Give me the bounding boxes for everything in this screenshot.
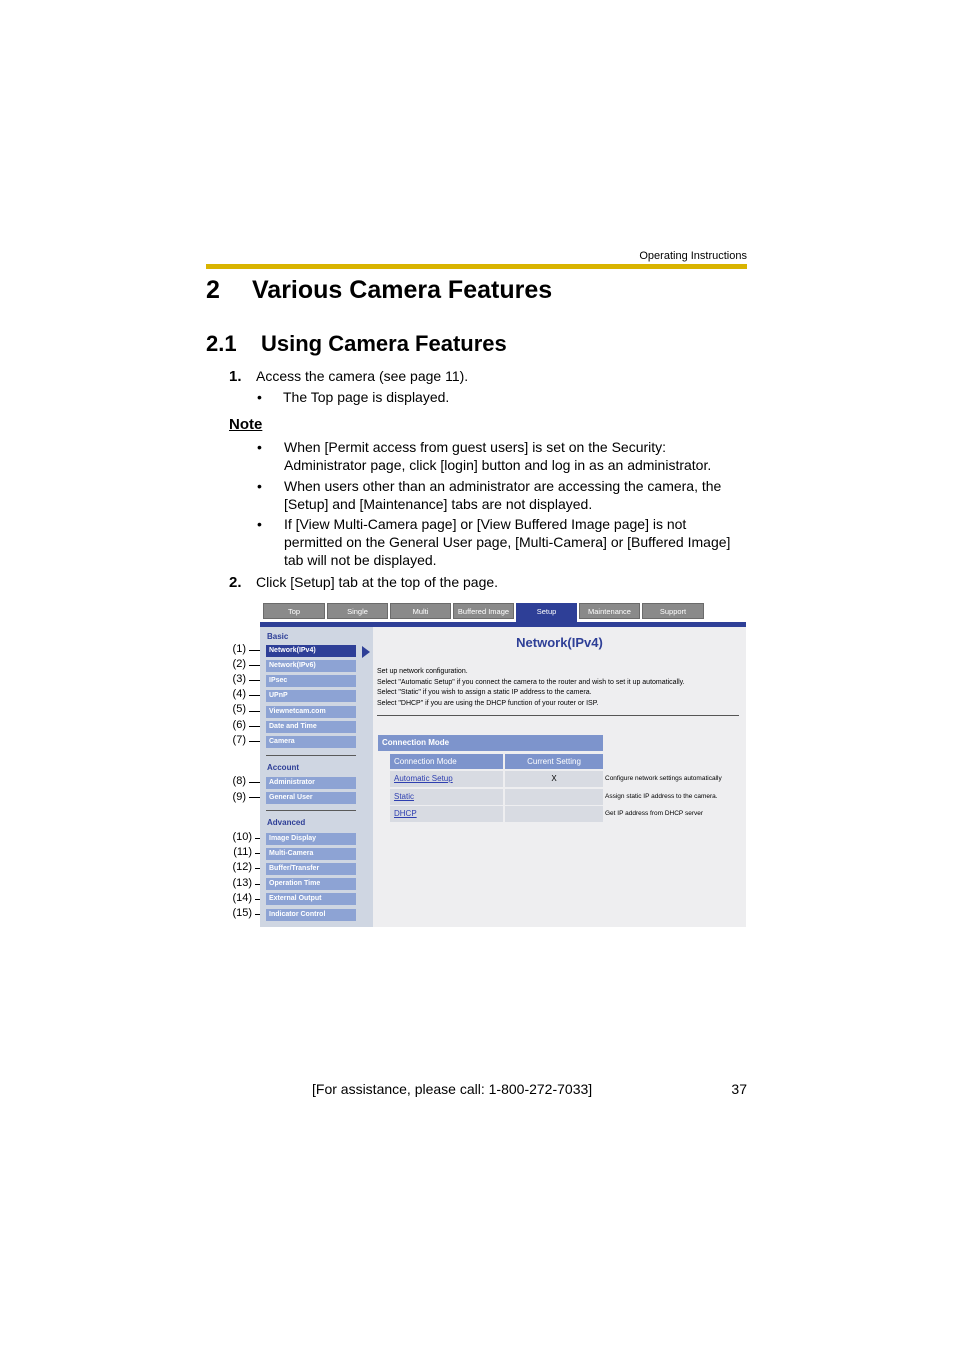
note-item-text: When users other than an administrator are accessing the camera, the [Setup] and [Maintenance] tabs are not displayed. — [284, 478, 722, 512]
mode-description: Get IP address from DHCP server — [605, 810, 704, 817]
setup-screenshot — [258, 600, 747, 927]
mode-cell — [390, 806, 503, 822]
menu-viewnetcam[interactable]: Viewnetcam.com — [266, 706, 356, 718]
tab-single[interactable]: Single — [327, 603, 388, 619]
column-header-current: Current Setting — [505, 754, 603, 769]
section-heading — [206, 331, 507, 357]
connection-mode-heading: Connection Mode — [378, 735, 603, 751]
callout-label: (3) — [232, 673, 246, 685]
callout-label: (4) — [232, 688, 246, 700]
tab-maintenance[interactable]: Maintenance — [579, 603, 640, 619]
step-1 — [229, 367, 468, 386]
description-line: Select "DHCP" if you are using the DHCP function of your router or ISP. — [377, 699, 599, 707]
menu-general-user[interactable]: General User — [266, 792, 356, 804]
callout-label: (13) — [232, 877, 252, 889]
section-advanced: Advanced — [267, 818, 306, 827]
mode-cell — [390, 771, 503, 787]
tab-setup[interactable]: Setup — [516, 603, 577, 625]
header-rule — [206, 264, 747, 269]
menu-network-ipv6[interactable]: Network(IPv6) — [266, 660, 356, 672]
chapter-heading — [206, 276, 552, 305]
mode-description: Configure network settings automatically — [605, 775, 722, 782]
step-text: Click [Setup] tab at the top of the page. — [256, 574, 499, 590]
callout-label: (2) — [232, 658, 246, 670]
tab-multi[interactable]: Multi — [390, 603, 451, 619]
static-link[interactable]: Static — [394, 792, 415, 801]
menu-divider — [266, 810, 356, 811]
tab-buffered-image[interactable]: Buffered Image — [453, 603, 514, 619]
callout-label: (14) — [232, 892, 252, 904]
callout-label: (6) — [232, 719, 246, 731]
step-1-bullet: • The Top page is displayed. — [257, 389, 450, 405]
note-item: • — [257, 439, 262, 455]
current-setting-cell — [505, 789, 603, 805]
automatic-setup-link[interactable]: Automatic Setup — [394, 774, 453, 783]
callout-label: (12) — [232, 861, 252, 873]
dhcp-link[interactable]: DHCP — [394, 809, 417, 818]
mode-description: Assign static IP address to the camera. — [605, 793, 718, 800]
note-title: Note — [229, 416, 263, 433]
section-basic: Basic — [267, 632, 289, 641]
step-2 — [229, 573, 498, 592]
menu-date-time[interactable]: Date and Time — [266, 721, 356, 733]
setup-sidebar — [260, 627, 373, 927]
section-number: 2.1 — [206, 331, 237, 356]
setup-main-panel — [373, 627, 746, 927]
section-account: Account — [267, 763, 299, 772]
tab-top[interactable]: Top — [263, 603, 325, 619]
note-item-text: If [View Multi-Camera page] or [View Buffered Image page] is not permitted on the General User page, [Multi-Camera] or [Buffered Image] tab will not be displayed. — [284, 516, 731, 568]
callout-label: (11) — [233, 846, 252, 858]
step-number: 2. — [229, 574, 242, 591]
callout-label: (1) — [232, 643, 246, 655]
page-number: 37 — [731, 1081, 747, 1097]
tab-support[interactable]: Support — [642, 603, 704, 619]
panel-divider — [377, 715, 739, 716]
current-setting-cell: X — [505, 771, 603, 787]
menu-external-output[interactable]: External Output — [266, 893, 356, 905]
note-item: • — [257, 478, 262, 494]
chapter-title: Various Camera Features — [252, 276, 553, 304]
callout-label: (15) — [232, 907, 252, 919]
menu-operation-time[interactable]: Operation Time — [266, 878, 356, 890]
mode-cell — [390, 789, 503, 805]
menu-multi-camera[interactable]: Multi-Camera — [266, 848, 356, 860]
callout-label: (5) — [232, 703, 246, 715]
footer-assistance: [For assistance, please call: 1-800-272-7033] — [312, 1081, 593, 1097]
callout-label: (9) — [232, 791, 246, 803]
step-number: 1. — [229, 368, 242, 385]
selected-arrow-icon — [362, 646, 370, 658]
current-setting-cell — [505, 806, 603, 822]
section-title: Using Camera Features — [261, 331, 507, 356]
panel-title: Network(IPv4) — [516, 635, 603, 650]
running-header: Operating Instructions — [639, 250, 747, 262]
menu-network-ipv4[interactable]: Network(IPv4) — [266, 645, 356, 657]
column-header-mode: Connection Mode — [390, 754, 503, 769]
description-line: Select "Automatic Setup" if you connect the camera to the router and wish to set it up automatically. — [377, 678, 685, 686]
chapter-number: 2 — [206, 276, 220, 304]
callout-label: (7) — [232, 734, 246, 746]
menu-divider — [266, 755, 356, 756]
bullet-text: The Top page is displayed. — [283, 389, 450, 405]
menu-buffer-transfer[interactable]: Buffer/Transfer — [266, 863, 356, 875]
menu-image-display[interactable]: Image Display — [266, 833, 356, 845]
callout-label: (8) — [232, 775, 246, 787]
note-item: • — [257, 516, 262, 532]
menu-indicator-control[interactable]: Indicator Control — [266, 909, 356, 921]
step-text: Access the camera (see page 11). — [256, 368, 469, 384]
menu-camera[interactable]: Camera — [266, 736, 356, 748]
menu-upnp[interactable]: UPnP — [266, 690, 356, 702]
description-line: Select "Static" if you wish to assign a static IP address to the camera. — [377, 689, 592, 696]
callout-label: (10) — [232, 831, 252, 843]
menu-ipsec[interactable]: IPsec — [266, 675, 356, 687]
note-item-text: When [Permit access from guest users] is set on the Security: Administrator page, click [login] button and log in as an administrator. — [284, 439, 712, 473]
description-line: Set up network configuration. — [377, 668, 468, 675]
panel-description — [377, 667, 685, 709]
menu-administrator[interactable]: Administrator — [266, 777, 356, 789]
